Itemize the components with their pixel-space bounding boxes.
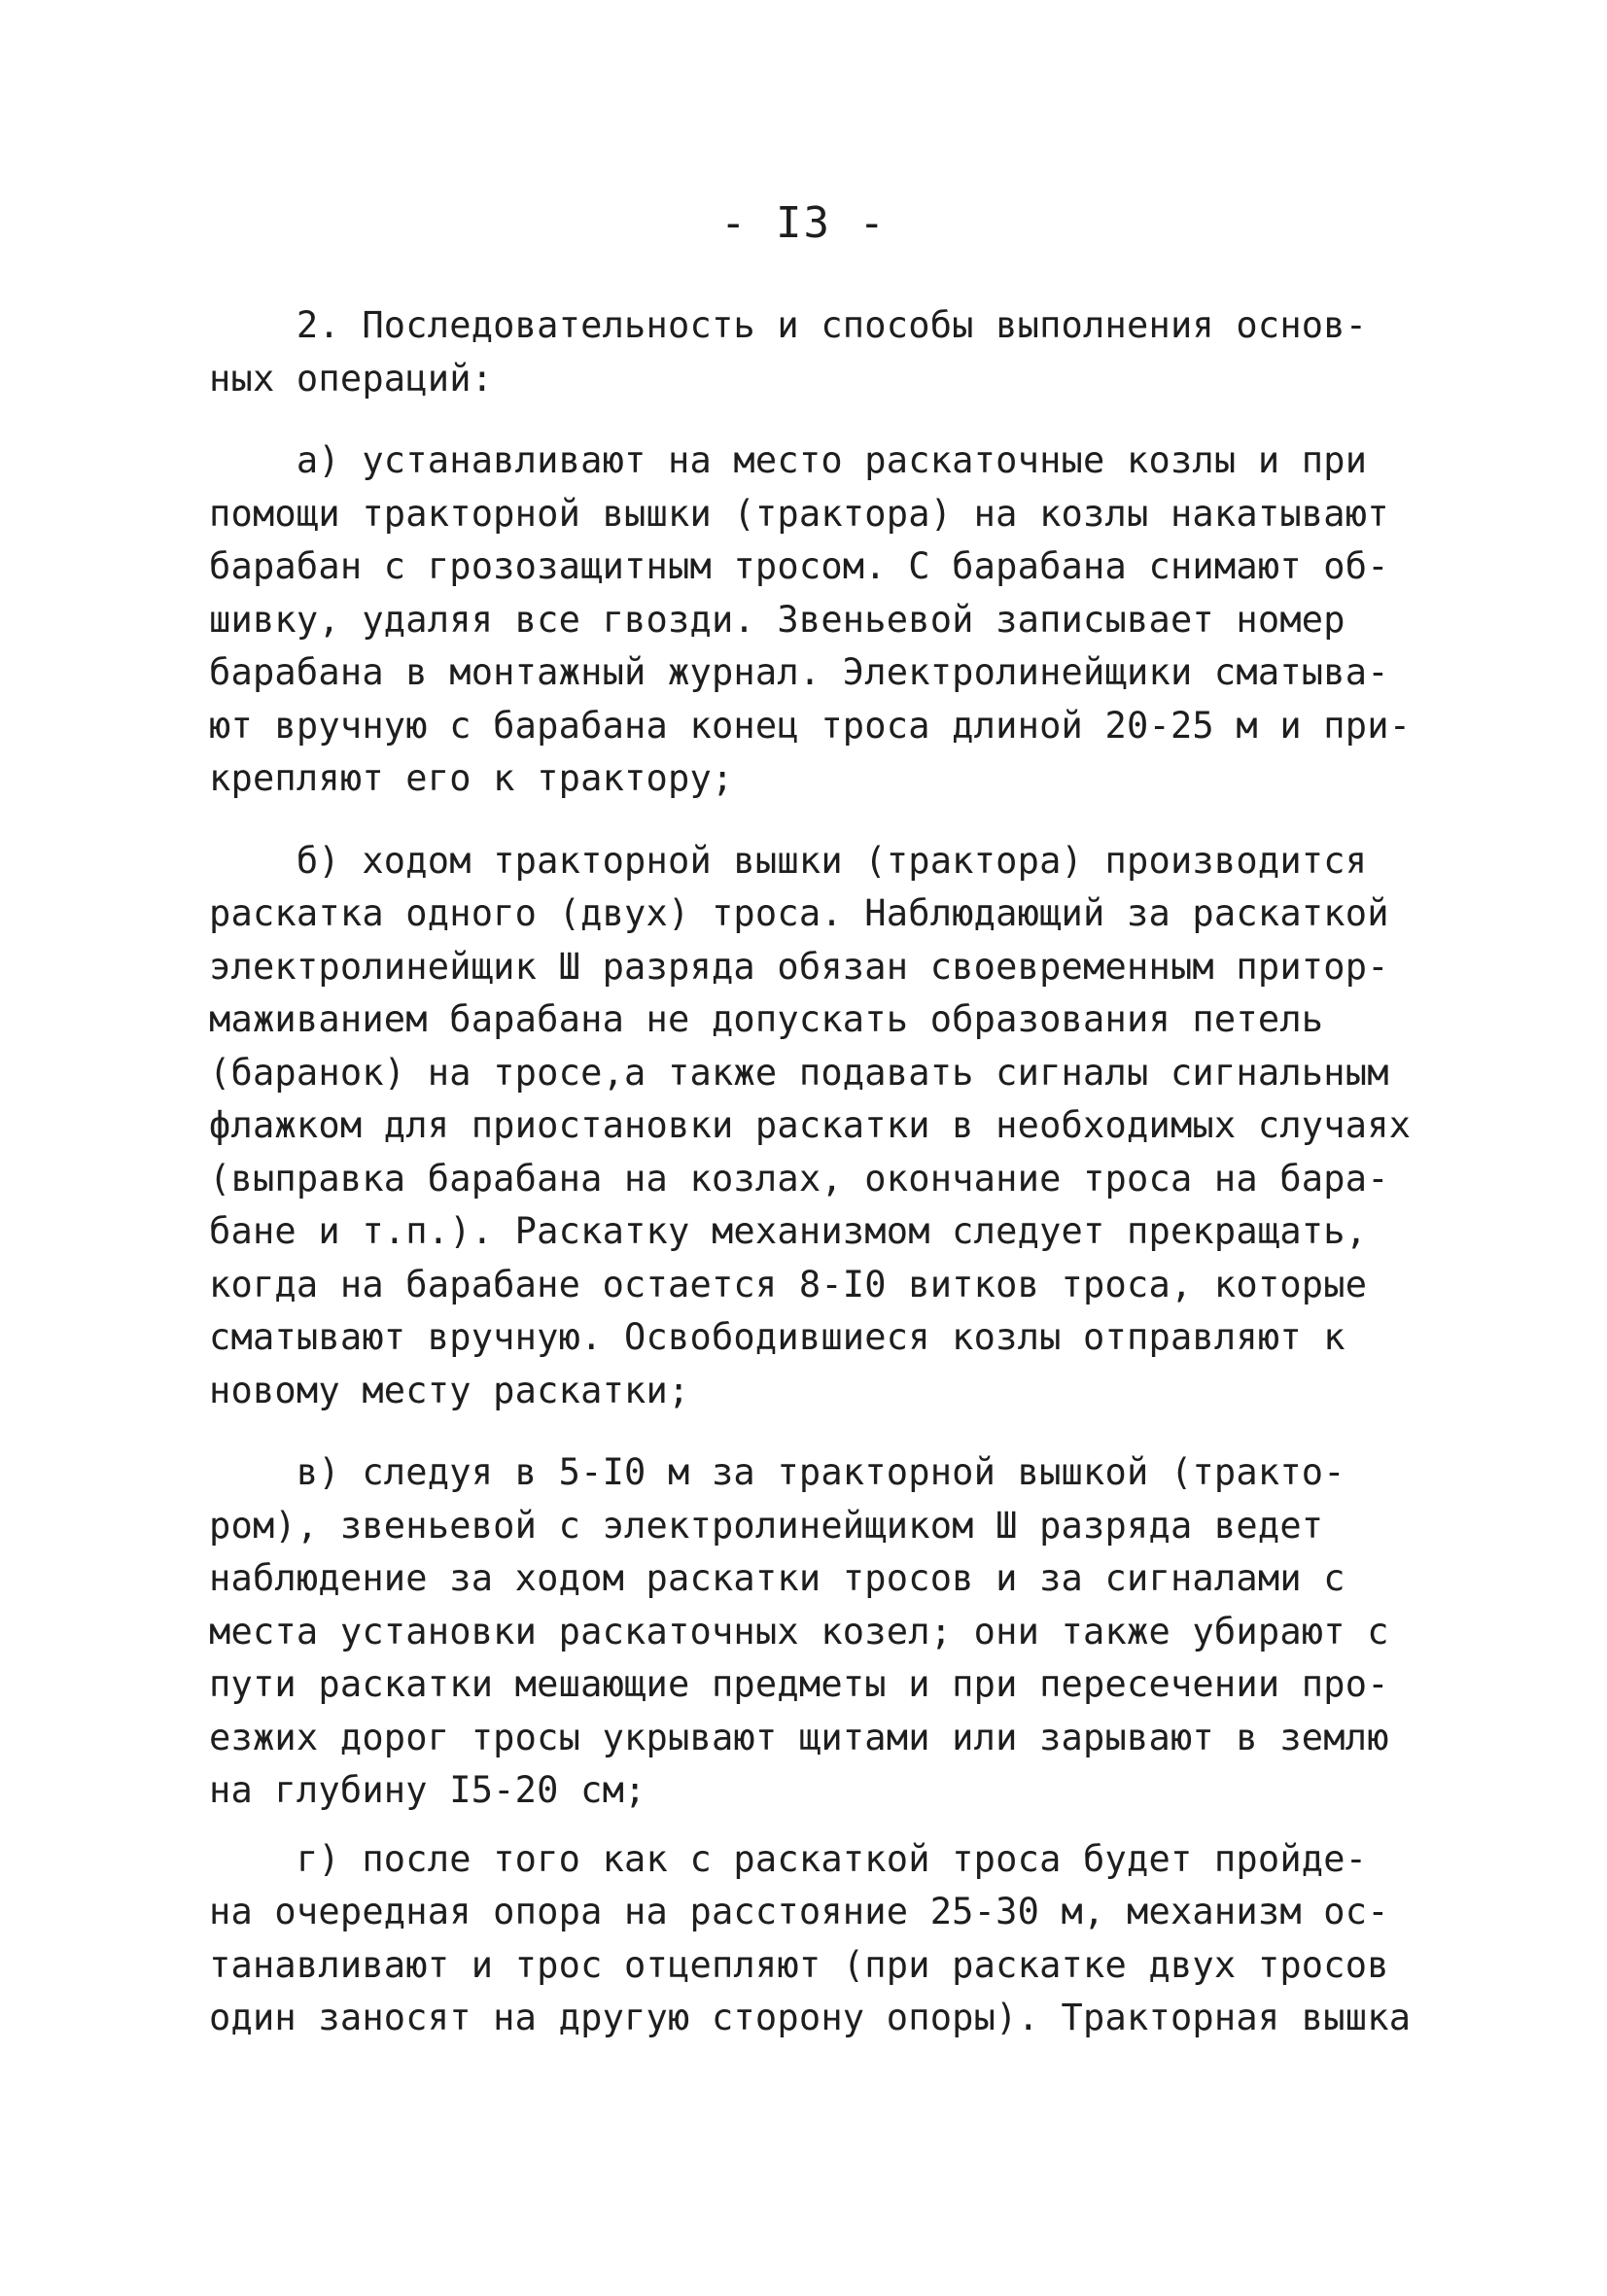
text-line: маживанием барабана не допускать образования петель [209, 998, 1324, 1040]
text-line: (баранок) на тросе,а также подавать сигналы сигнальным [209, 1051, 1389, 1094]
text-line: на глубину I5-20 см; [209, 1769, 646, 1811]
paragraph-item-g [209, 1833, 1415, 2045]
text-line: электролинейщик Ш разряда обязан своевременным притор- [209, 945, 1389, 988]
text-line: флажком для приостановки раскатки в необходимых случаях [209, 1104, 1412, 1146]
text-line: когда на барабане остается 8-I0 витков троса, которые [209, 1263, 1368, 1305]
text-line: места установки раскаточных козел; они также убирают с [209, 1610, 1389, 1652]
text-line: г) после того как с раскаткой троса будет пройде- [209, 1837, 1368, 1880]
paragraph-item-b [209, 835, 1415, 1418]
body-text [209, 299, 1415, 2045]
text-line: б) ходом тракторной вышки (трактора) производится [209, 839, 1368, 882]
text-line: сматывают вручную. Освободившиеся козлы отправляют к [209, 1316, 1345, 1358]
text-line: помощи тракторной вышки (трактора) на козлы накатывают [209, 492, 1389, 535]
text-line: а) устанавливают на место раскаточные козлы и при [209, 439, 1368, 481]
text-line: ных операций: [209, 357, 494, 400]
text-line: шивку, удаляя все гвозди. Звеньевой записывает номер [209, 598, 1345, 641]
text-line: один заносят на другую сторону опоры). Тракторная вышка [209, 1997, 1412, 2038]
text-line: (выправка барабана на козлах, окончание троса на бара- [209, 1157, 1389, 1200]
text-line: новому месту раскатки; [209, 1369, 690, 1411]
text-line: барабан с грозозащитным тросом. С барабана снимают об- [209, 545, 1389, 587]
text-line: пути раскатки мешающие предметы и при пересечении про- [209, 1663, 1389, 1705]
text-line: ют вручную с барабана конец троса длиной 20-25 м и при- [209, 704, 1412, 747]
paragraph-heading [209, 299, 1415, 405]
page-number: - I3 - [720, 198, 887, 248]
text-line: раскатка одного (двух) троса. Наблюдающий за раскаткой [209, 892, 1389, 934]
text-line: в) следуя в 5-I0 м за тракторной вышкой (тракто- [209, 1451, 1345, 1493]
text-line: ром), звеньевой с электролинейщиком Ш разряда ведет [209, 1504, 1324, 1547]
text-line: бане и т.п.). Раскатку механизмом следует прекращать, [209, 1210, 1368, 1252]
text-line: крепляют его к трактору; [209, 757, 734, 799]
paragraph-item-a [209, 435, 1415, 806]
text-line: на очередная опора на расстояние 25-30 м, механизм ос- [209, 1891, 1389, 1932]
text-line: 2. Последовательность и способы выполнения основ- [209, 304, 1368, 346]
text-line: барабана в монтажный журнал. Электролинейщики сматыва- [209, 651, 1389, 693]
paragraph-item-v [209, 1446, 1415, 1818]
text-line: езжих дорог тросы укрывают щитами или зарывают в землю [209, 1716, 1389, 1758]
text-line: наблюдение за ходом раскатки тросов и за сигналами с [209, 1557, 1345, 1599]
text-line: танавливают и трос отцепляют (при раскатке двух тросов [209, 1943, 1389, 1986]
